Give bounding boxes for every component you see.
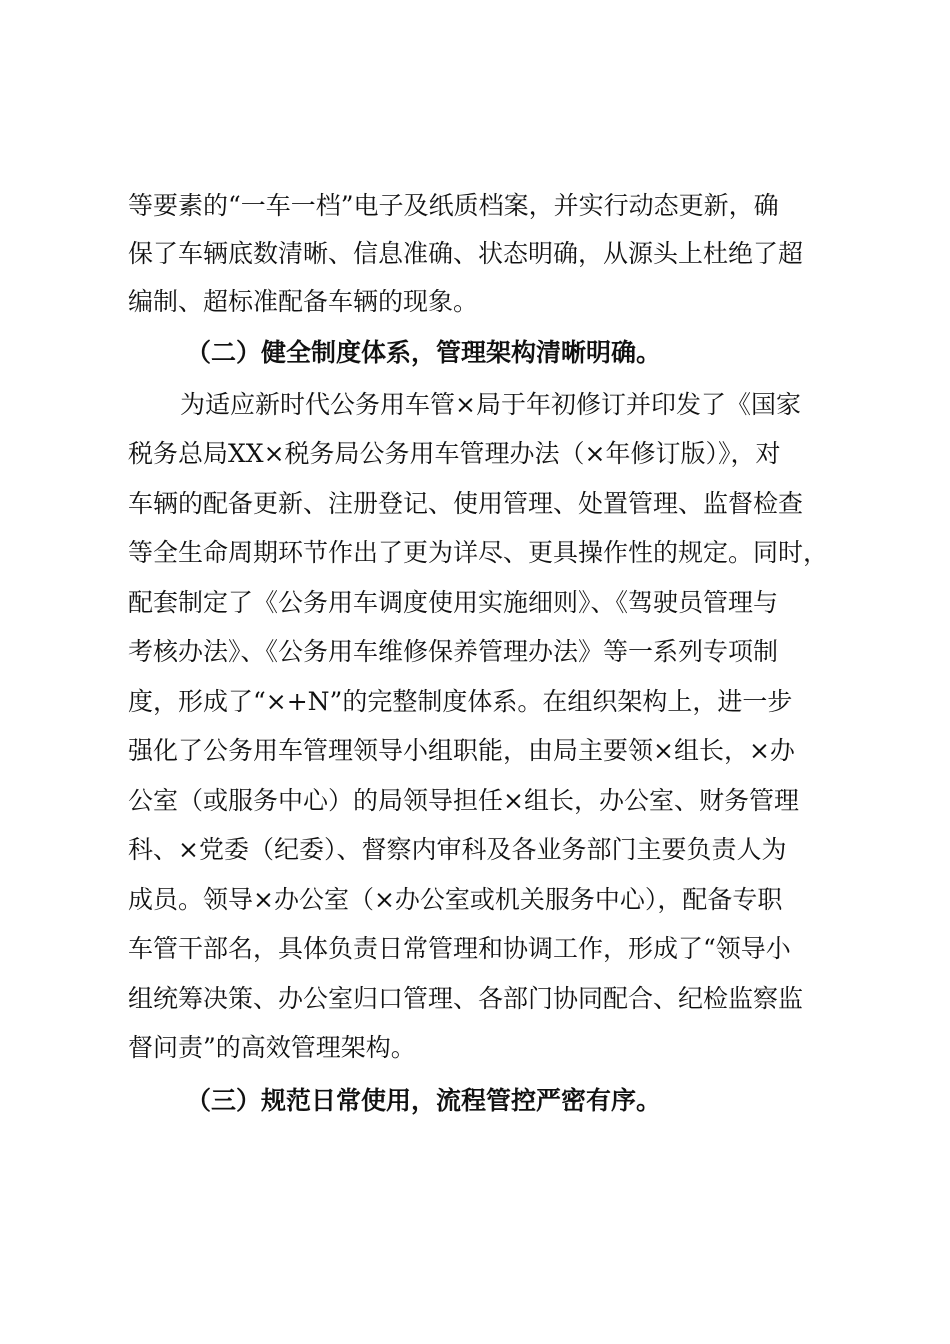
body-line-5: 为适应新时代公务用车管×局于年初修订并印发了《国家	[180, 390, 801, 419]
section-heading-3: （三）规范日常使用，流程管控严密有序。	[186, 1086, 662, 1115]
body-line-7: 车辆的配备更新、注册登记、使用管理、处置管理、监督检查	[128, 489, 804, 518]
body-line-11: 度，形成了“×+N”的完整制度体系。在组织架构上，进一步	[128, 687, 793, 716]
body-line-14: 科、×党委（纪委）、督察内审科及各业务部门主要负责人为	[128, 835, 787, 864]
section-heading-2: （二）健全制度体系，管理架构清晰明确。	[186, 338, 662, 367]
body-line-18: 督问责”的高效管理架构。	[128, 1033, 416, 1062]
body-line-6: 税务总局XX×税务局公务用车管理办法（×年修订版）》，对	[128, 439, 781, 468]
body-line-8: 等全生命周期环节作出了更为详尽、更具操作性的规定。同时，	[128, 538, 829, 567]
body-line-13: 公室（或服务中心）的局领导担任×组长，办公室、财务管理	[128, 786, 799, 815]
body-line-3: 编制、超标准配备车辆的现象。	[128, 287, 479, 316]
body-line-16: 车管干部名，具体负责日常管理和协调工作，形成了“领导小	[128, 934, 791, 963]
body-line-10: 考核办法》、《公务用车维修保养管理办法》等一系列专项制	[128, 637, 779, 666]
body-line-1: 等要素的“一车一档”电子及纸质档案，并实行动态更新，确	[128, 191, 779, 220]
body-line-9: 配套制定了《公务用车调度使用实施细则》、《驾驶员管理与	[128, 588, 779, 617]
body-line-2: 保了车辆底数清晰、信息准确、状态明确，从源头上杜绝了超	[128, 239, 804, 268]
body-line-12: 强化了公务用车管理领导小组职能，由局主要领×组长，×办	[128, 736, 795, 765]
body-line-17: 组统筹决策、办公室归口管理、各部门协同配合、纪检监察监	[128, 984, 804, 1013]
body-line-15: 成员。领导×办公室（×办公室或机关服务中心），配备专职	[128, 885, 783, 914]
